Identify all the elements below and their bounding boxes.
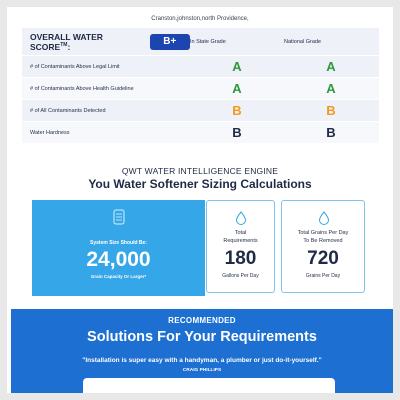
engine-subtitle: You Water Softener Sizing Calculations	[88, 177, 312, 191]
row-label: Water Hardness	[30, 129, 70, 136]
national-grade: B	[326, 103, 336, 118]
requirements-line1: Total	[234, 230, 247, 236]
grains-unit: Grains Per Day	[305, 273, 341, 279]
overall-score-badge: B+	[150, 34, 190, 50]
column-header-state: In State Grade	[190, 38, 226, 45]
testimonial-author: CRAIG PHILLIPS	[182, 368, 222, 373]
testimonial-quote: "Installation is super easy with a handyman, a plumber or just do-it-yourself."	[82, 357, 322, 364]
grains-value: 720	[307, 248, 339, 269]
water-drop-icon	[318, 211, 330, 225]
table-row	[22, 122, 379, 144]
row-label: # of All Contaminants Detected	[30, 107, 106, 114]
system-size-value: 24,000	[86, 248, 151, 271]
engine-title: QWT WATER INTELLIGENCE ENGINE	[121, 166, 279, 176]
national-grade: B	[326, 125, 336, 140]
grains-line2: To Be Removed	[303, 238, 343, 244]
water-drop-icon	[235, 211, 247, 225]
table-row	[22, 78, 379, 100]
system-size-label: System Size Should Be:	[90, 240, 147, 246]
state-grade: B	[232, 103, 242, 118]
table-row	[22, 56, 379, 78]
overall-score-label: OVERALL WATER SCORE™:	[30, 31, 103, 52]
national-grade: A	[326, 81, 336, 96]
recommendation-panel	[83, 378, 335, 393]
state-grade: A	[232, 81, 242, 96]
system-size-card	[32, 200, 205, 296]
system-size-footnote: Grain Capacity Or Larger*	[90, 274, 147, 279]
table-row	[22, 100, 379, 122]
grains-line1: Total Grains Per Day	[297, 230, 349, 236]
row-label: # of Contaminants Above Health Guideline	[30, 85, 134, 92]
score-header-row	[22, 28, 379, 56]
filter-tank-icon	[110, 208, 128, 226]
grains-removed-card	[281, 200, 365, 293]
total-requirements-card	[206, 200, 275, 293]
requirements-unit: Gallons Per Day	[222, 273, 259, 279]
recommended-heading: Solutions For Your Requirements	[87, 329, 317, 345]
recommended-section	[11, 309, 393, 393]
requirements-value: 180	[224, 248, 257, 269]
national-grade: A	[326, 59, 336, 74]
recommended-tag: RECOMMENDED	[168, 316, 236, 325]
overall-score	[22, 32, 190, 52]
location-text: Cranston,johnston,north Providence,	[151, 16, 249, 22]
state-grade: A	[232, 59, 242, 74]
report-page	[7, 7, 393, 393]
requirements-line2: Requirements	[223, 238, 258, 244]
row-label: # of Contaminants Above Legal Limit	[30, 63, 120, 70]
water-score-table	[22, 28, 379, 144]
state-grade: B	[232, 125, 242, 140]
column-header-national: National Grade	[284, 38, 321, 45]
